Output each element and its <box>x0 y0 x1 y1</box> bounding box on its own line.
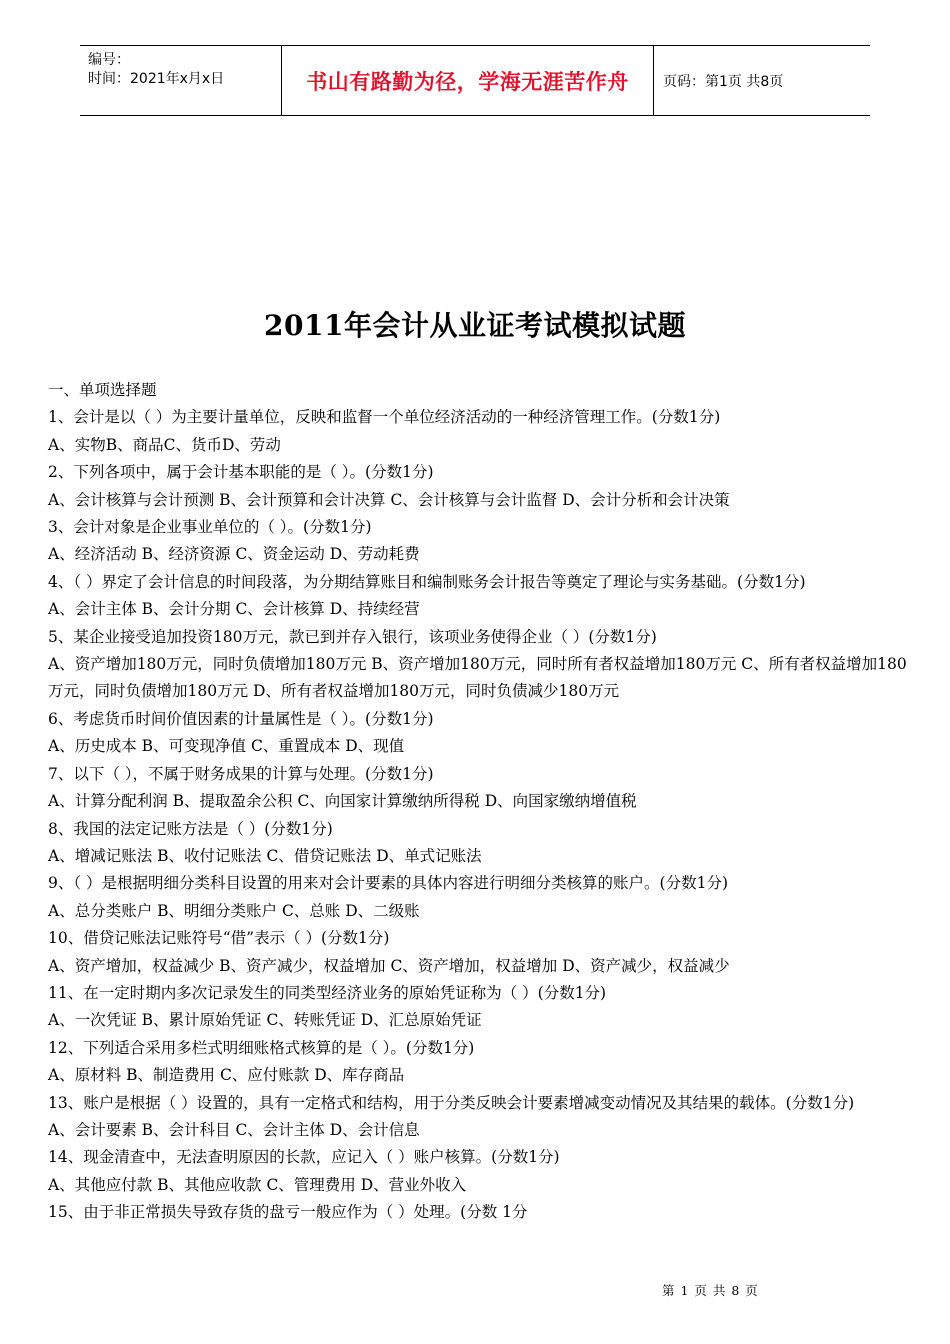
options-7: A、计算分配利润 B、提取盈余公积 C、向国家计算缴纳所得税 D、向国家缴纳增值税 <box>48 792 637 811</box>
document-header <box>80 45 870 116</box>
question-9: 9、（ ）是根据明细分类科目设置的用来对会计要素的具体内容进行明细分类核算的账户。(分数1分) <box>48 874 728 893</box>
question-list <box>48 377 908 1227</box>
header-page-cell <box>654 46 870 115</box>
question-12: 12、下列适合采用多栏式明细账格式核算的是（ ）。(分数1分) <box>48 1038 475 1057</box>
options-4: A、会计主体 B、会计分期 C、会计核算 D、持续经营 <box>48 600 420 619</box>
page-info: 页码：第1页 共8页 <box>663 73 784 90</box>
header-motto-cell <box>282 46 654 115</box>
date-label: 时间：2021年x月x日 <box>88 71 225 87</box>
question-11: 11、在一定时期内多次记录发生的同类型经济业务的原始凭证称为（ ）(分数1分) <box>48 983 607 1002</box>
question-4: 4、（ ）界定了会计信息的时间段落，为分期结算账目和编制账务会计报告等奠定了理论与实务基础。(分数1分) <box>48 572 806 591</box>
options-2: A、会计核算与会计预测 B、会计预算和会计决算 C、会计核算与会计监督 D、会计分析和会计决策 <box>48 490 730 509</box>
serial-label: 编号： <box>88 52 130 68</box>
question-10: 10、借贷记账法记账符号“借”表示（ ）(分数1分) <box>48 929 390 948</box>
options-12: A、原材料 B、制造费用 C、应付账款 D、库存商品 <box>48 1066 405 1085</box>
options-3: A、经济活动 B、经济资源 C、资金运动 D、劳动耗费 <box>48 545 420 564</box>
question-14: 14、现金清查中，无法查明原因的长款，应记入（ ）账户核算。(分数1分) <box>48 1148 560 1167</box>
options-11: A、一次凭证 B、累计原始凭证 C、转账凭证 D、汇总原始凭证 <box>48 1011 482 1030</box>
question-5: 5、某企业接受追加投资180万元，款已到并存入银行，该项业务使得企业（ ）(分数1分) <box>48 627 657 646</box>
question-2: 2、下列各项中，属于会计基本职能的是（ ）。(分数1分) <box>48 463 434 482</box>
options-1: A、实物B、商品C、货币D、劳动 <box>48 435 281 454</box>
options-6: A、历史成本 B、可变现净值 C、重置成本 D、现值 <box>48 737 405 756</box>
options-13: A、会计要素 B、会计科目 C、会计主体 D、会计信息 <box>48 1120 420 1139</box>
options-10: A、资产增加，权益减少 B、资产减少，权益增加 C、资产增加，权益增加 D、资产减少，权益减少 <box>48 956 730 975</box>
question-13: 13、账户是根据（ ）设置的，具有一定格式和结构，用于分类反映会计要素增减变动情况及其结果的载体。(分数1分) <box>48 1093 855 1112</box>
options-9: A、总分类账户 B、明细分类账户 C、总账 D、二级账 <box>48 901 420 920</box>
question-6: 6、考虑货币时间价值因素的计量属性是（ ）。(分数1分) <box>48 709 434 728</box>
question-15: 15、由于非正常损失导致存货的盘亏一般应作为（ ）处理。(分数 1分 <box>48 1203 528 1222</box>
question-3: 3、会计对象是企业事业单位的（ ）。(分数1分) <box>48 518 372 537</box>
options-5: A、资产增加180万元，同时负债增加180万元 B、资产增加180万元，同时所有者权益增加180万元 C、所有者权益增加180万元，同时负债增加180万元 D、所有者权益增加180万元，同时负债减少180万元 <box>48 655 907 701</box>
question-7: 7、以下（ ），不属于财务成果的计算与处理。(分数1分) <box>48 764 434 783</box>
options-14: A、其他应付款 B、其他应收款 C、管理费用 D、营业外收入 <box>48 1175 467 1194</box>
question-8: 8、我国的法定记账方法是（ ）(分数1分) <box>48 819 333 838</box>
question-1: 1、会计是以（ ）为主要计量单位，反映和监督一个单位经济活动的一种经济管理工作。(分数1分) <box>48 408 721 427</box>
section-heading: 一、单项选择题 <box>48 381 157 399</box>
header-meta-cell <box>80 46 282 115</box>
page-number-footer: 第 1 页 共 8 页 <box>662 1283 759 1298</box>
page-title: 2011年会计从业证考试模拟试题 <box>264 309 686 342</box>
options-8: A、增减记账法 B、收付记账法 C、借贷记账法 D、单式记账法 <box>48 846 482 865</box>
motto-text: 书山有路勤为径，学海无涯苦作舟 <box>306 69 629 94</box>
